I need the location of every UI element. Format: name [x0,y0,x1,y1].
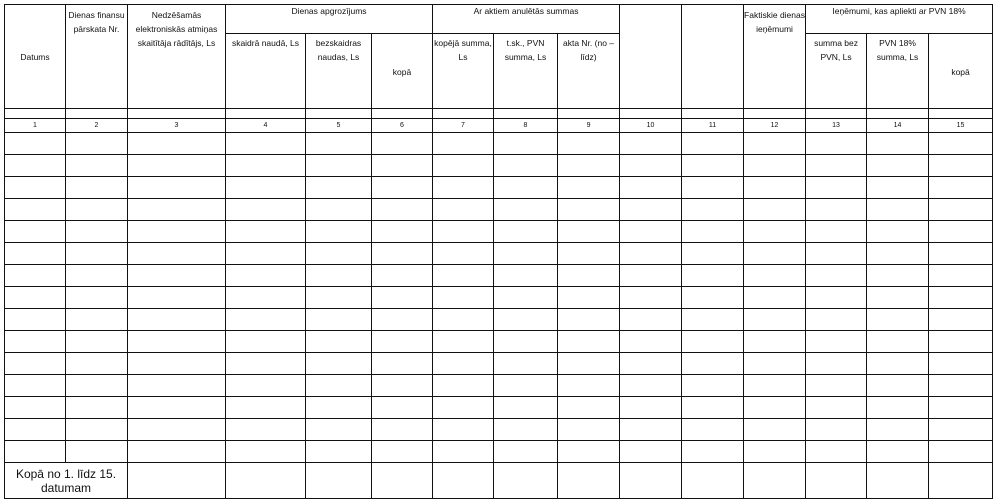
table-cell[interactable] [558,375,620,397]
table-cell[interactable] [558,331,620,353]
table-cell[interactable] [558,441,620,463]
table-cell[interactable] [929,155,993,177]
table-cell[interactable] [867,199,929,221]
table-cell[interactable] [372,331,433,353]
table-cell[interactable] [226,177,306,199]
header-annulled-vat: t.sk., PVN summa, Ls [494,34,558,109]
table-cell[interactable] [867,397,929,419]
table-cell[interactable] [682,397,744,419]
table-row [5,441,993,463]
column-number: 9 [558,119,620,133]
table-cell[interactable] [929,441,993,463]
table-cell[interactable] [433,133,494,155]
table-cell[interactable] [620,353,682,375]
table-cell[interactable] [867,221,929,243]
table-row [5,397,993,419]
table-cell[interactable] [806,287,867,309]
table-cell[interactable] [806,331,867,353]
table-cell[interactable] [226,463,306,499]
table-cell[interactable] [433,243,494,265]
table-cell[interactable] [494,419,558,441]
table-cell[interactable] [867,441,929,463]
table-cell[interactable] [494,331,558,353]
table-cell[interactable] [806,221,867,243]
header-col-10 [620,5,682,109]
table-cell[interactable] [558,309,620,331]
table-cell[interactable] [372,441,433,463]
table-cell[interactable] [128,353,226,375]
table-cell[interactable] [620,243,682,265]
table-cell[interactable] [226,331,306,353]
table-cell[interactable] [929,265,993,287]
table-cell[interactable] [128,419,226,441]
table-cell[interactable] [806,133,867,155]
table-cell[interactable] [226,441,306,463]
table-cell[interactable] [128,265,226,287]
table-cell[interactable] [929,397,993,419]
table-row [5,199,993,221]
table-cell[interactable] [372,243,433,265]
table-cell[interactable] [558,177,620,199]
table-cell[interactable] [744,199,806,221]
table-cell[interactable] [806,177,867,199]
table-cell[interactable] [306,221,372,243]
table-cell[interactable] [128,397,226,419]
table-row [5,133,993,155]
table-cell[interactable] [372,221,433,243]
table-cell[interactable] [558,463,620,499]
table-row [5,221,993,243]
table-row [5,353,993,375]
table-cell[interactable] [5,441,66,463]
table-cell[interactable] [744,397,806,419]
table-cell[interactable] [5,155,66,177]
table-cell[interactable] [128,133,226,155]
table-cell[interactable] [620,265,682,287]
table-cell[interactable] [128,287,226,309]
table-cell[interactable] [226,353,306,375]
table-cell[interactable] [306,331,372,353]
table-cell[interactable] [433,265,494,287]
table-cell[interactable] [128,199,226,221]
table-cell[interactable] [128,243,226,265]
table-row [5,265,993,287]
header-vat-total: kopā [929,34,993,109]
table-cell[interactable] [744,221,806,243]
table-cell[interactable] [620,199,682,221]
table-cell[interactable] [5,287,66,309]
table-cell[interactable] [5,353,66,375]
table-cell[interactable] [306,419,372,441]
header-noncash: bezskaidras naudas, Ls [306,34,372,109]
table-cell[interactable] [682,155,744,177]
table-cell[interactable] [226,265,306,287]
table-cell[interactable] [558,199,620,221]
table-cell[interactable] [306,309,372,331]
table-cell[interactable] [128,177,226,199]
table-cell[interactable] [306,243,372,265]
table-cell[interactable] [66,243,128,265]
column-number: 6 [372,119,433,133]
table-cell[interactable] [620,177,682,199]
table-cell[interactable] [620,397,682,419]
table-cell[interactable] [494,221,558,243]
table-cell[interactable] [5,221,66,243]
table-cell[interactable] [682,265,744,287]
table-cell[interactable] [5,397,66,419]
table-cell[interactable] [494,309,558,331]
table-cell[interactable] [66,397,128,419]
table-cell[interactable] [372,463,433,499]
daily-revenue-ledger [4,4,993,499]
table-cell[interactable] [620,375,682,397]
table-cell[interactable] [806,397,867,419]
table-cell[interactable] [682,331,744,353]
column-number: 13 [806,119,867,133]
table-cell[interactable] [433,309,494,331]
column-number: 7 [433,119,494,133]
table-cell[interactable] [226,199,306,221]
table-cell[interactable] [744,155,806,177]
table-cell[interactable] [929,463,993,499]
table-cell[interactable] [929,243,993,265]
table-cell[interactable] [867,287,929,309]
table-cell[interactable] [433,221,494,243]
table-cell[interactable] [620,133,682,155]
table-cell[interactable] [66,265,128,287]
table-cell[interactable] [226,419,306,441]
table-cell[interactable] [433,441,494,463]
column-number: 11 [682,119,744,133]
table-cell[interactable] [744,331,806,353]
table-cell[interactable] [929,309,993,331]
table-cell[interactable] [806,243,867,265]
total-row-label: Kopā no 1. līdz 15. datumam [5,463,128,499]
table-cell[interactable] [226,397,306,419]
table-cell[interactable] [494,287,558,309]
table-cell[interactable] [306,353,372,375]
table-cell[interactable] [5,331,66,353]
header-annulled-amounts: Ar aktiem anulētās summas [433,5,620,34]
table-cell[interactable] [372,155,433,177]
table-cell[interactable] [66,353,128,375]
table-cell[interactable] [806,441,867,463]
header-cash: skaidrā naudā, Ls [226,34,306,109]
table-cell[interactable] [494,265,558,287]
table-cell[interactable] [682,441,744,463]
header-meter-reading: Nedzēšamās elektroniskās atmiņas skaitītāja rādītājs, Ls [128,5,226,109]
table-cell[interactable] [806,375,867,397]
table-cell[interactable] [226,221,306,243]
table-cell[interactable] [5,265,66,287]
table-cell[interactable] [5,243,66,265]
table-cell[interactable] [372,309,433,331]
table-cell[interactable] [66,419,128,441]
table-cell[interactable] [620,441,682,463]
header-datums: Datums [5,5,66,109]
table-cell[interactable] [620,287,682,309]
table-cell[interactable] [744,309,806,331]
table-cell[interactable] [66,375,128,397]
table-cell[interactable] [494,177,558,199]
table-cell[interactable] [128,441,226,463]
column-number: 15 [929,119,993,133]
table-cell[interactable] [494,375,558,397]
table-cell[interactable] [558,221,620,243]
table-cell[interactable] [867,265,929,287]
table-cell[interactable] [744,353,806,375]
spacer-row [5,109,993,119]
table-cell[interactable] [226,133,306,155]
table-row [5,155,993,177]
table-cell[interactable] [226,287,306,309]
table-cell[interactable] [682,353,744,375]
table-cell[interactable] [744,375,806,397]
table-cell[interactable] [433,397,494,419]
table-cell[interactable] [929,133,993,155]
table-row [5,177,993,199]
column-number: 12 [744,119,806,133]
table-cell[interactable] [5,375,66,397]
table-cell[interactable] [306,287,372,309]
table-cell[interactable] [494,441,558,463]
table-cell[interactable] [128,221,226,243]
table-cell[interactable] [494,199,558,221]
table-cell[interactable] [66,221,128,243]
table-cell[interactable] [306,155,372,177]
table-cell[interactable] [682,199,744,221]
column-number: 1 [5,119,66,133]
table-cell[interactable] [306,199,372,221]
table-cell[interactable] [66,199,128,221]
table-row [5,375,993,397]
header-annulled-total: kopējā summa, Ls [433,34,494,109]
table-cell[interactable] [558,419,620,441]
table-cell[interactable] [867,331,929,353]
table-cell[interactable] [620,331,682,353]
table-cell[interactable] [682,243,744,265]
table-cell[interactable] [66,331,128,353]
table-cell[interactable] [5,199,66,221]
table-cell[interactable] [806,155,867,177]
table-cell[interactable] [867,133,929,155]
table-cell[interactable] [372,177,433,199]
table-cell[interactable] [306,397,372,419]
table-cell[interactable] [620,463,682,499]
table-cell[interactable] [558,353,620,375]
table-cell[interactable] [682,419,744,441]
table-cell[interactable] [372,375,433,397]
table-cell[interactable] [744,441,806,463]
table-cell[interactable] [494,353,558,375]
table-cell[interactable] [433,177,494,199]
table-cell[interactable] [558,397,620,419]
table-cell[interactable] [682,177,744,199]
table-cell[interactable] [306,463,372,499]
header-col-11 [682,5,744,109]
table-cell[interactable] [806,199,867,221]
table-cell[interactable] [66,155,128,177]
table-cell[interactable] [306,375,372,397]
header-actual-income: Faktiskie dienas ieņēmumi [744,5,806,109]
table-cell[interactable] [5,419,66,441]
column-number: 3 [128,119,226,133]
table-cell[interactable] [867,243,929,265]
table-cell[interactable] [66,441,128,463]
table-cell[interactable] [66,287,128,309]
table-cell[interactable] [867,309,929,331]
table-cell[interactable] [433,331,494,353]
table-cell[interactable] [620,221,682,243]
ledger-table [4,4,993,499]
table-cell[interactable] [372,397,433,419]
table-cell[interactable] [806,419,867,441]
table-cell[interactable] [867,375,929,397]
table-cell[interactable] [867,419,929,441]
header-act-number: akta Nr. (no – līdz) [558,34,620,109]
table-cell[interactable] [433,287,494,309]
header-vat-excluded: summa bez PVN, Ls [806,34,867,109]
column-number: 4 [226,119,306,133]
table-cell[interactable] [806,353,867,375]
header-daily-turnover: Dienas apgrozījums [226,5,433,34]
table-cell[interactable] [226,375,306,397]
column-number-row [5,119,993,133]
table-cell[interactable] [867,155,929,177]
table-cell[interactable] [372,287,433,309]
table-cell[interactable] [806,265,867,287]
table-cell[interactable] [929,331,993,353]
table-cell[interactable] [226,309,306,331]
table-cell[interactable] [372,419,433,441]
column-number: 14 [867,119,929,133]
table-cell[interactable] [433,419,494,441]
table-cell[interactable] [372,199,433,221]
table-cell[interactable] [558,265,620,287]
column-number: 8 [494,119,558,133]
table-cell[interactable] [929,177,993,199]
table-cell[interactable] [806,309,867,331]
table-cell[interactable] [306,265,372,287]
table-cell[interactable] [867,177,929,199]
table-cell[interactable] [744,133,806,155]
table-cell[interactable] [744,419,806,441]
table-cell[interactable] [494,463,558,499]
table-cell[interactable] [226,155,306,177]
table-cell[interactable] [682,287,744,309]
table-cell[interactable] [433,199,494,221]
table-cell[interactable] [306,177,372,199]
table-cell[interactable] [66,133,128,155]
table-cell[interactable] [66,177,128,199]
table-cell[interactable] [128,375,226,397]
table-cell[interactable] [494,243,558,265]
table-cell[interactable] [433,463,494,499]
table-cell[interactable] [682,309,744,331]
column-number: 10 [620,119,682,133]
table-cell[interactable] [433,155,494,177]
table-cell[interactable] [66,309,128,331]
table-cell[interactable] [682,463,744,499]
table-cell[interactable] [558,155,620,177]
table-row [5,243,993,265]
table-cell[interactable] [929,353,993,375]
table-cell[interactable] [744,243,806,265]
column-number: 5 [306,119,372,133]
table-cell[interactable] [372,353,433,375]
table-cell[interactable] [867,463,929,499]
table-row [5,419,993,441]
table-cell[interactable] [744,463,806,499]
table-cell[interactable] [5,309,66,331]
table-cell[interactable] [929,287,993,309]
table-cell[interactable] [5,177,66,199]
table-cell[interactable] [744,265,806,287]
table-cell[interactable] [5,133,66,155]
header-vat-amount: PVN 18% summa, Ls [867,34,929,109]
table-cell[interactable] [372,133,433,155]
column-number: 2 [66,119,128,133]
table-cell[interactable] [682,375,744,397]
table-cell[interactable] [620,419,682,441]
table-cell[interactable] [620,155,682,177]
table-row [5,309,993,331]
table-cell[interactable] [372,265,433,287]
header-turnover-total: kopā [372,34,433,109]
table-cell[interactable] [929,419,993,441]
table-cell[interactable] [929,375,993,397]
table-cell[interactable] [744,287,806,309]
table-cell[interactable] [806,463,867,499]
total-row [5,463,993,499]
table-cell[interactable] [226,243,306,265]
table-row [5,331,993,353]
table-cell[interactable] [494,133,558,155]
table-cell[interactable] [494,155,558,177]
table-cell[interactable] [306,441,372,463]
table-cell[interactable] [558,243,620,265]
table-cell[interactable] [494,397,558,419]
table-cell[interactable] [682,221,744,243]
header-report-number: Dienas finansu pārskata Nr. [66,5,128,109]
table-cell[interactable] [128,155,226,177]
table-cell[interactable] [929,199,993,221]
table-cell[interactable] [306,133,372,155]
table-cell[interactable] [682,133,744,155]
table-cell[interactable] [433,353,494,375]
table-row [5,287,993,309]
table-cell[interactable] [744,177,806,199]
table-cell[interactable] [128,309,226,331]
table-cell[interactable] [558,133,620,155]
table-cell[interactable] [128,331,226,353]
table-cell[interactable] [867,353,929,375]
table-cell[interactable] [558,287,620,309]
table-cell[interactable] [929,221,993,243]
table-cell[interactable] [128,463,226,499]
table-cell[interactable] [433,375,494,397]
table-cell[interactable] [620,309,682,331]
header-vat-income: Ieņēmumi, kas apliekti ar PVN 18% [806,5,993,34]
